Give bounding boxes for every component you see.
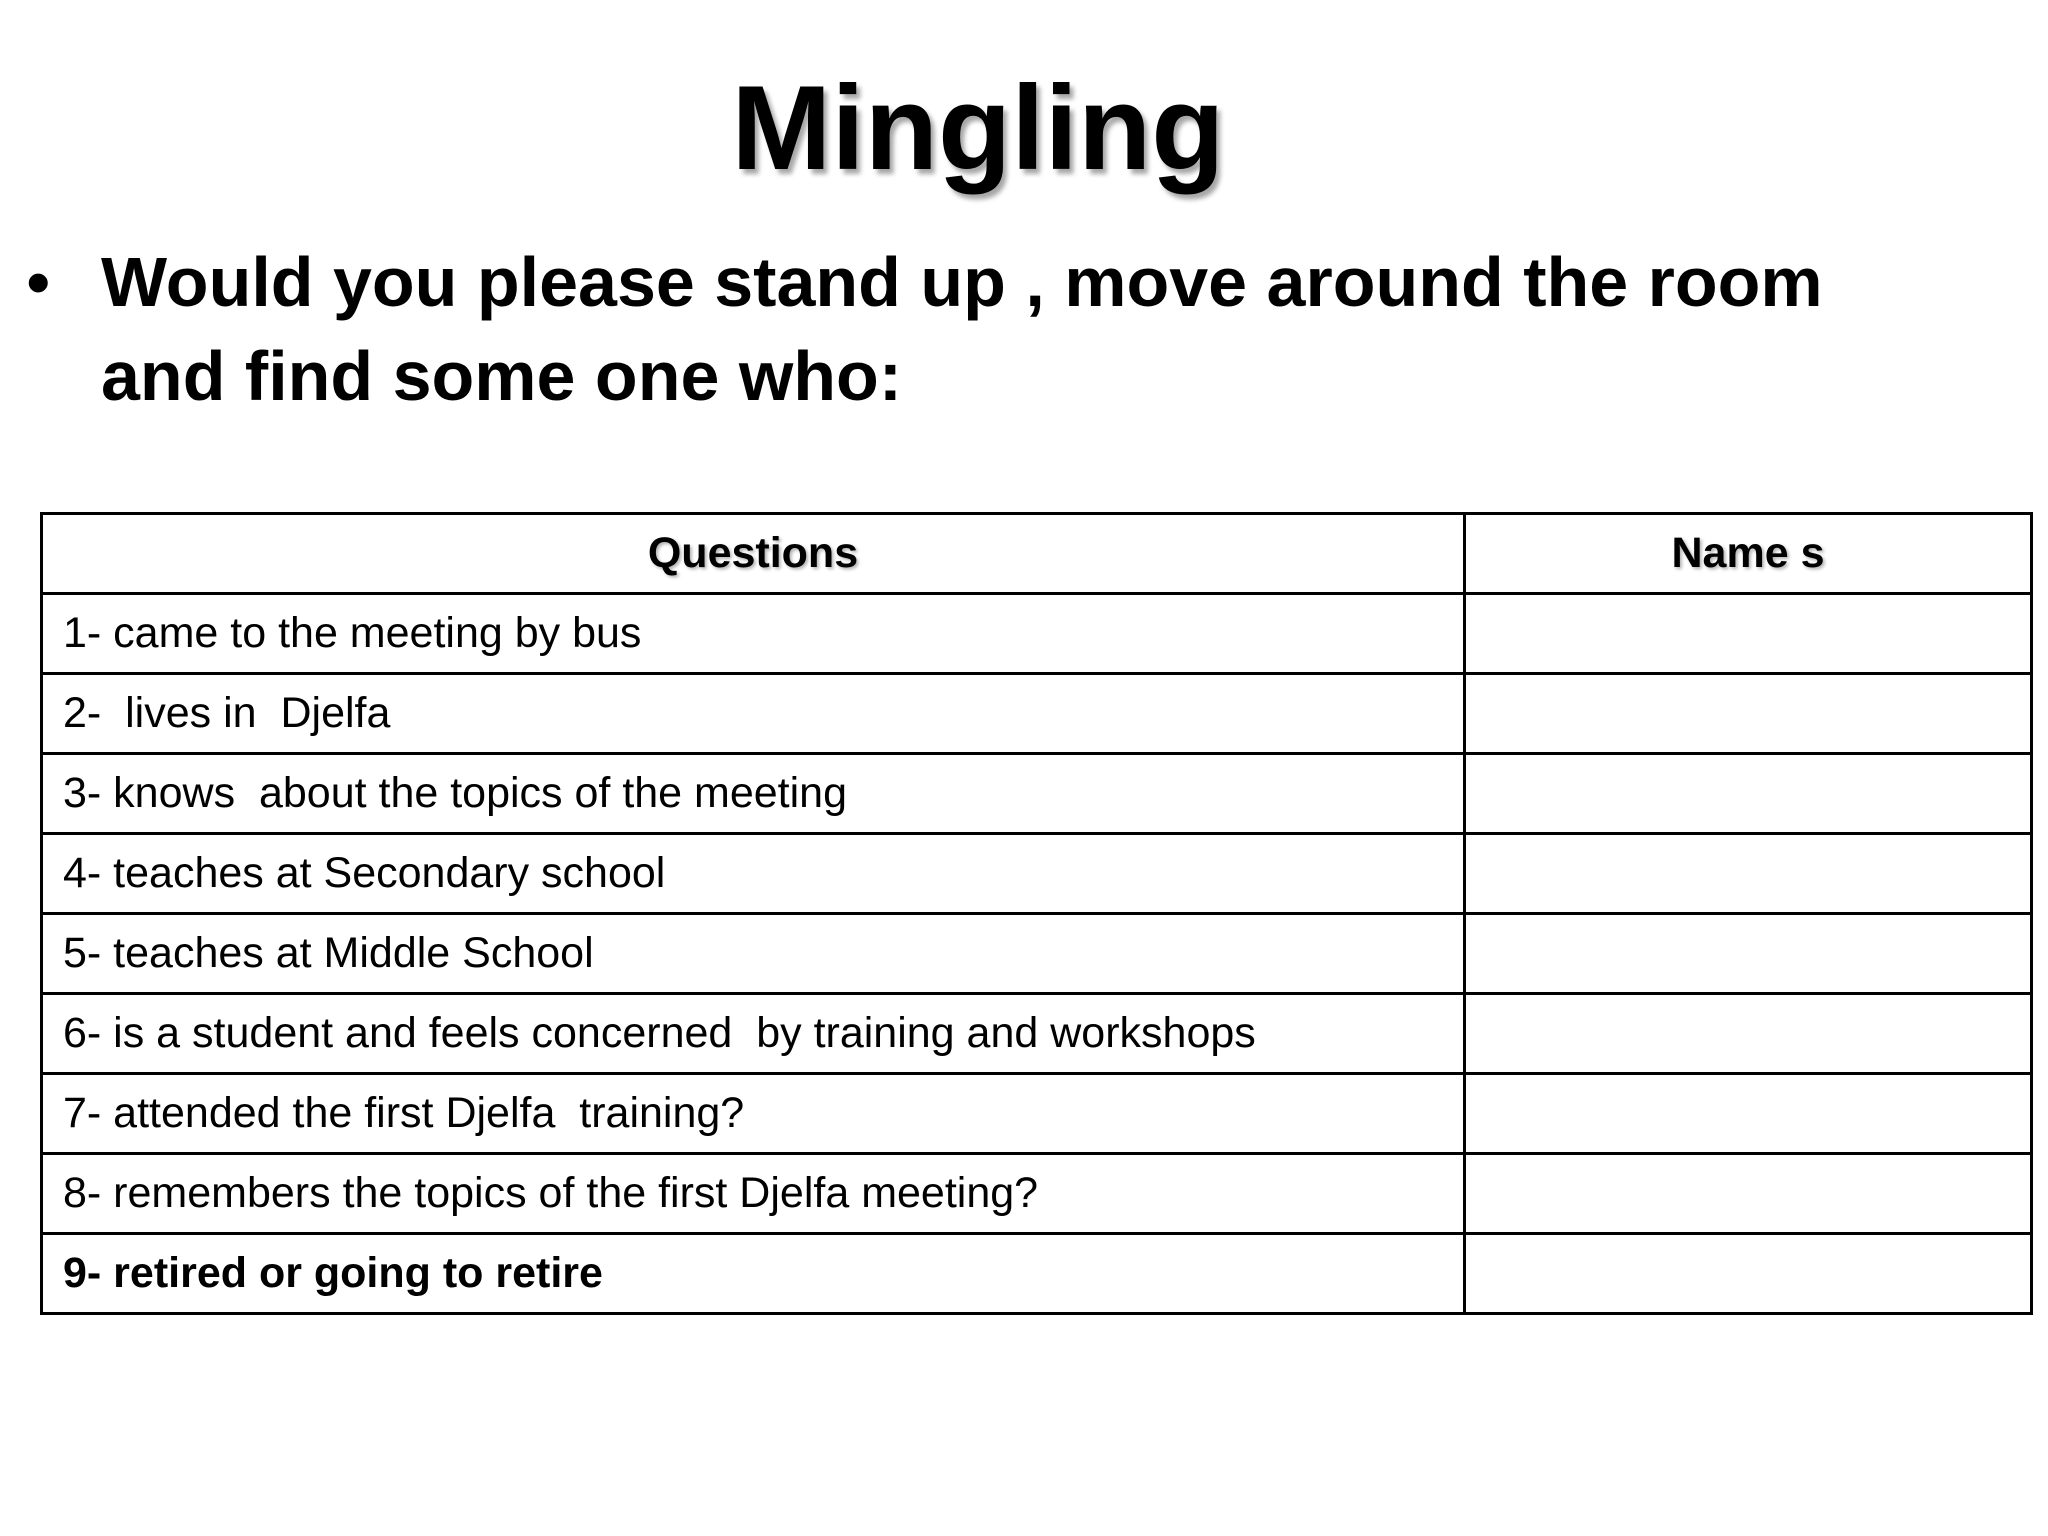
- instruction-line-2: and find some one who:: [101, 337, 903, 415]
- name-cell[interactable]: [1465, 834, 2032, 914]
- question-cell: 3- knows about the topics of the meeting: [42, 754, 1465, 834]
- name-cell[interactable]: [1465, 1074, 2032, 1154]
- table-row: [42, 754, 2032, 834]
- table-row: [42, 1154, 2032, 1234]
- instruction-text: [101, 235, 1901, 423]
- questions-column-header: Questions: [42, 514, 1465, 594]
- table-row: [42, 594, 2032, 674]
- table-row: [42, 674, 2032, 754]
- instruction-line-1: Would you please stand up , move around the room: [101, 243, 1823, 321]
- question-cell: 6- is a student and feels concerned by training and workshops: [42, 994, 1465, 1074]
- name-cell[interactable]: [1465, 594, 2032, 674]
- question-cell: 4- teaches at Secondary school: [42, 834, 1465, 914]
- name-cell[interactable]: [1465, 914, 2032, 994]
- bullet-marker: •: [26, 243, 51, 321]
- table-row: [42, 914, 2032, 994]
- question-cell: 5- teaches at Middle School: [42, 914, 1465, 994]
- name-cell[interactable]: [1465, 1234, 2032, 1314]
- question-cell: 1- came to the meeting by bus: [42, 594, 1465, 674]
- slide-title: Mingling: [731, 61, 1225, 195]
- question-cell: 9- retired or going to retire: [42, 1234, 1465, 1314]
- name-cell[interactable]: [1465, 1154, 2032, 1234]
- questions-table: [40, 512, 2033, 1315]
- table-header-row: [42, 514, 2032, 594]
- name-cell[interactable]: [1465, 994, 2032, 1074]
- question-cell: 8- remembers the topics of the first Djelfa meeting?: [42, 1154, 1465, 1234]
- names-column-header: Name s: [1465, 514, 2032, 594]
- name-cell[interactable]: [1465, 674, 2032, 754]
- name-cell[interactable]: [1465, 754, 2032, 834]
- table-row: [42, 994, 2032, 1074]
- table-row: [42, 1074, 2032, 1154]
- question-cell: 2- lives in Djelfa: [42, 674, 1465, 754]
- table-row: [42, 834, 2032, 914]
- table-row: [42, 1234, 2032, 1314]
- question-cell: 7- attended the first Djelfa training?: [42, 1074, 1465, 1154]
